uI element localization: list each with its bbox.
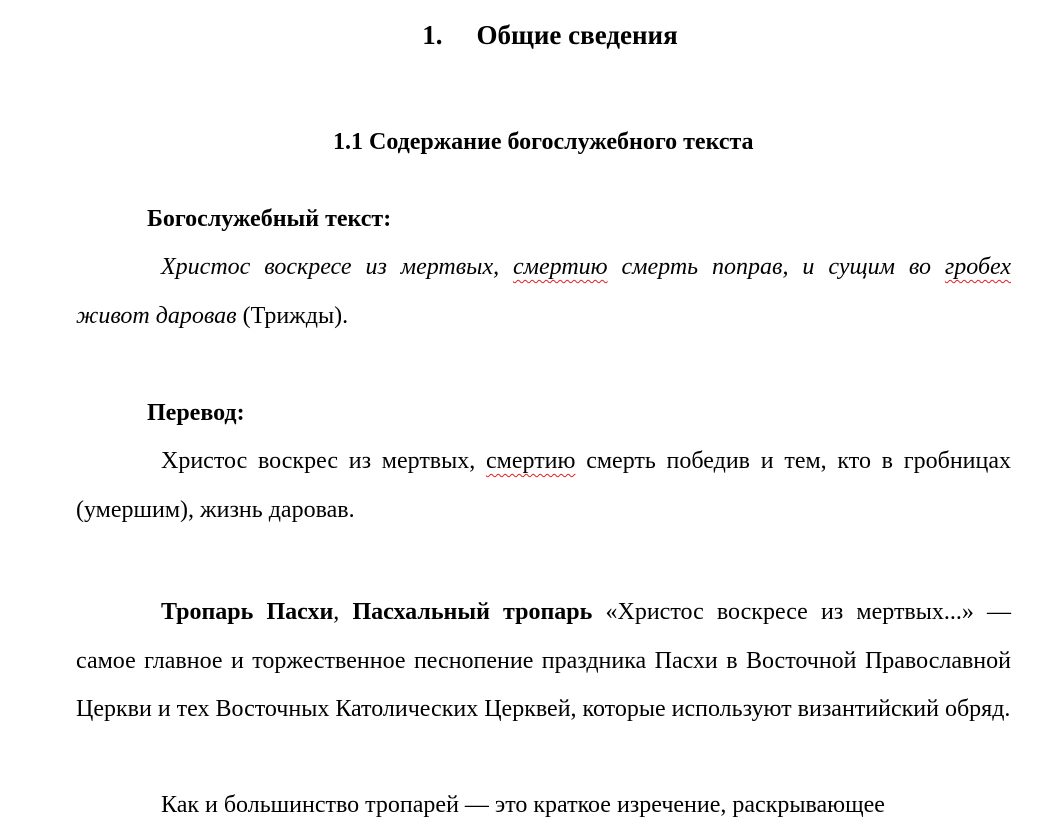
heading-1-number: 1. xyxy=(422,20,443,50)
troparion-text: «Христос воскресе из мертвых...» — самое главное и торжественное песнопение праздника Пасхи в Восточной Православной Церкви и тех Восточных Католических Церквей, которые используют византийский обряд. xyxy=(76,599,1012,722)
last-paragraph xyxy=(76,781,1011,830)
liturgical-text-suffix: (Трижды). xyxy=(236,302,349,329)
translation-label: Перевод: xyxy=(147,400,245,426)
liturgical-text-label: Богослужебный текст: xyxy=(147,206,392,232)
heading-1-title: Общие сведения xyxy=(476,20,678,50)
spelling-flag-smertiyu-2[interactable]: смертию xyxy=(486,448,576,474)
liturgical-text-part2: смерть поправ, и сущим во xyxy=(607,254,945,280)
translation-part2: смерть победив и тем, кто в гробницах (умершим), жизнь даровав. xyxy=(76,448,1012,523)
spelling-flag-smertiyu[interactable]: смертию xyxy=(513,254,608,280)
troparion-term-1: Тропарь Пасхи xyxy=(161,599,334,625)
troparion-comma: , xyxy=(333,599,353,625)
troparion-paragraph xyxy=(76,588,1011,734)
last-paragraph-text: Как и большинство тропарей — это краткое изречение, раскрывающее xyxy=(161,792,885,818)
liturgical-text-part3: живот даровав xyxy=(76,302,237,329)
liturgical-text-part1: Христос воскресе из мертвых, xyxy=(161,254,514,280)
translation-paragraph xyxy=(76,437,1011,534)
heading-2: 1.1 Содержание богослужебного текста xyxy=(333,129,754,155)
spelling-flag-grobeh[interactable]: гробех xyxy=(944,254,1011,280)
translation-part1: Христос воскрес из мертвых, xyxy=(161,448,487,474)
liturgical-text-paragraph xyxy=(76,243,1011,340)
troparion-term-2: Пасхальный тропарь xyxy=(352,599,593,625)
heading-1 xyxy=(0,18,1058,52)
